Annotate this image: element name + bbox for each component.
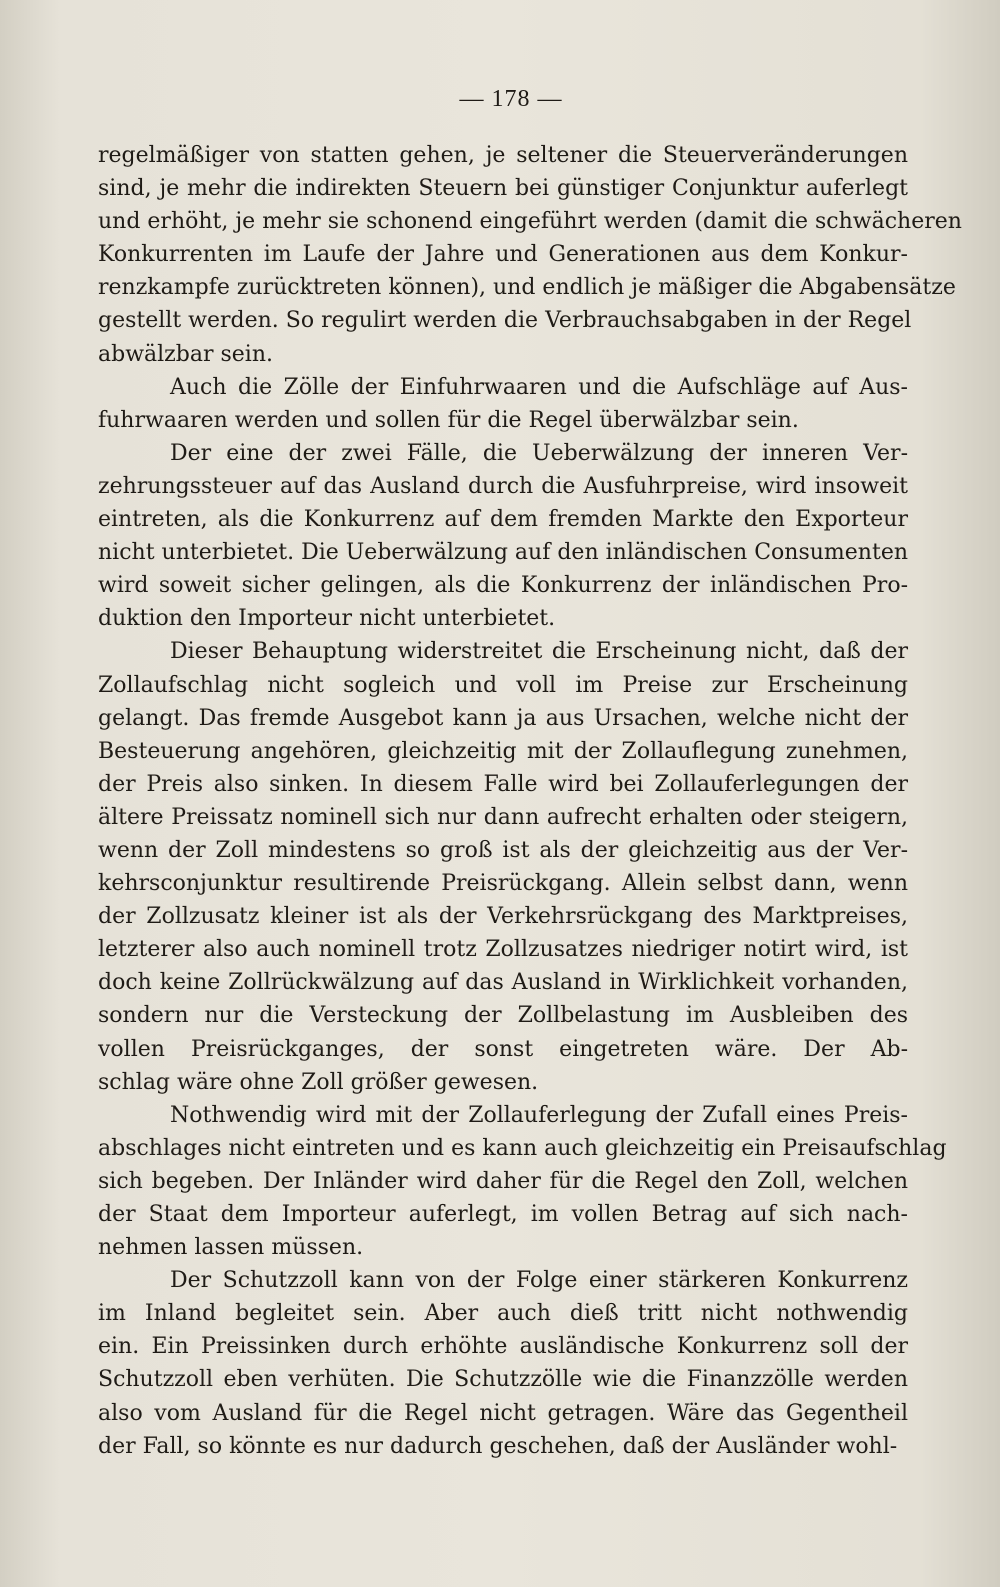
text-line: gelangt. Das fremde Ausgebot kann ja aus Ursachen, welche nicht der: [98, 705, 908, 731]
text-line: Besteuerung angehören, gleichzeitig mit der Zollauflegung zunehmen,: [98, 738, 908, 764]
page-number: — 178 —: [459, 86, 563, 112]
text-line: eintreten, als die Konkurrenz auf dem fremden Markte den Exporteur: [98, 507, 908, 533]
text-line: wird soweit sicher gelingen, als die Konkurrenz der inländischen Pro-: [98, 573, 908, 599]
paragraph: [98, 437, 908, 636]
text-line: Auch die Zölle der Einfuhrwaaren und die Aufschläge auf Aus-: [170, 374, 908, 400]
paragraph: [98, 1099, 947, 1264]
text-line: ältere Preissatz nominell sich nur dann aufrecht erhalten oder steigern,: [98, 804, 908, 830]
text-line: Der eine der zwei Fälle, die Ueberwälzung der inneren Ver-: [170, 440, 908, 466]
text-line: der Fall, so könnte es nur dadurch geschehen, daß der Ausländer wohl-: [98, 1433, 898, 1459]
text-line: im Inland begleitet sein. Aber auch dieß tritt nicht nothwendig: [98, 1301, 908, 1327]
text-line: gestellt werden. So regulirt werden die Verbrauchsabgaben in der Regel: [98, 308, 912, 334]
text-line: also vom Ausland für die Regel nicht getragen. Wäre das Gegentheil: [98, 1400, 908, 1426]
text-line: Konkurrenten im Laufe der Jahre und Generationen aus dem Konkur-: [98, 242, 908, 268]
text-line: der Zollzusatz kleiner ist als der Verkehrsrückgang des Marktpreises,: [98, 904, 908, 930]
text-line: Schutzzoll eben verhüten. Die Schutzzölle wie die Finanzzölle werden: [98, 1367, 908, 1393]
text-line: und erhöht, je mehr sie schonend eingeführt werden (damit die schwächeren: [98, 209, 962, 235]
text-line: nehmen lassen müssen.: [98, 1235, 364, 1261]
text-line: abwälzbar sein.: [98, 341, 273, 367]
text-line: der Staat dem Importeur auferlegt, im vollen Betrag auf sich nach-: [98, 1202, 908, 1227]
text-line: renzkampfe zurücktreten können), und endlich je mäßiger die Abgabensätze: [98, 275, 956, 301]
paragraph: [98, 371, 908, 437]
text-line: schlag wäre ohne Zoll größer gewesen.: [98, 1069, 539, 1095]
text-line: ein. Ein Preissinken durch erhöhte ausländische Konkurrenz soll der: [98, 1334, 908, 1360]
text-line: Zollaufschlag nicht sogleich und voll im Preise zur Erscheinung: [98, 672, 908, 698]
text-line: regelmäßiger von statten gehen, je seltener die Steuerveränderungen: [98, 143, 908, 168]
text-line: zehrungssteuer auf das Ausland durch die Ausfuhrpreise, wird insoweit: [98, 473, 908, 499]
text-line: letzterer also auch nominell trotz Zollzusatzes niedriger notirt wird, ist: [98, 937, 908, 963]
text-line: der Preis also sinken. In diesem Falle wird bei Zollauferlegungen der: [98, 771, 908, 797]
text-line: sondern nur die Versteckung der Zollbelastung im Ausbleiben des: [98, 1003, 908, 1029]
text-line: Dieser Behauptung widerstreitet die Erscheinung nicht, daß der: [170, 639, 908, 665]
text-line: duktion den Importeur nicht unterbietet.: [98, 606, 556, 632]
text-line: fuhrwaaren werden und sollen für die Regel überwälzbar sein.: [98, 407, 799, 433]
paragraph: [98, 635, 908, 1098]
text-line: vollen Preisrückganges, der sonst eingetreten wäre. Der Ab-: [98, 1036, 908, 1062]
paragraph: [98, 139, 962, 371]
text-line: Der Schutzzoll kann von der Folge einer stärkeren Konkurrenz: [170, 1268, 908, 1294]
body-text: [98, 139, 962, 1463]
text-line: Nothwendig wird mit der Zollauferlegung der Zufall eines Preis-: [170, 1102, 908, 1128]
text-line: sich begeben. Der Inländer wird daher für die Regel den Zoll, welchen: [98, 1168, 908, 1194]
text-line: nicht unterbietet. Die Ueberwälzung auf den inländischen Consumenten: [98, 540, 909, 566]
text-line: sind, je mehr die indirekten Steuern bei günstiger Conjunktur auferlegt: [98, 176, 908, 202]
text-line: kehrsconjunktur resultirende Preisrückgang. Allein selbst dann, wenn: [98, 871, 908, 897]
text-line: abschlages nicht eintreten und es kann auch gleichzeitig ein Preisaufschlag: [98, 1135, 947, 1161]
text-line: doch keine Zollrückwälzung auf das Ausland in Wirklichkeit vorhanden,: [98, 970, 908, 996]
paragraph: [98, 1264, 908, 1463]
text-line: wenn der Zoll mindestens so groß ist als der gleichzeitig aus der Ver-: [98, 837, 908, 863]
